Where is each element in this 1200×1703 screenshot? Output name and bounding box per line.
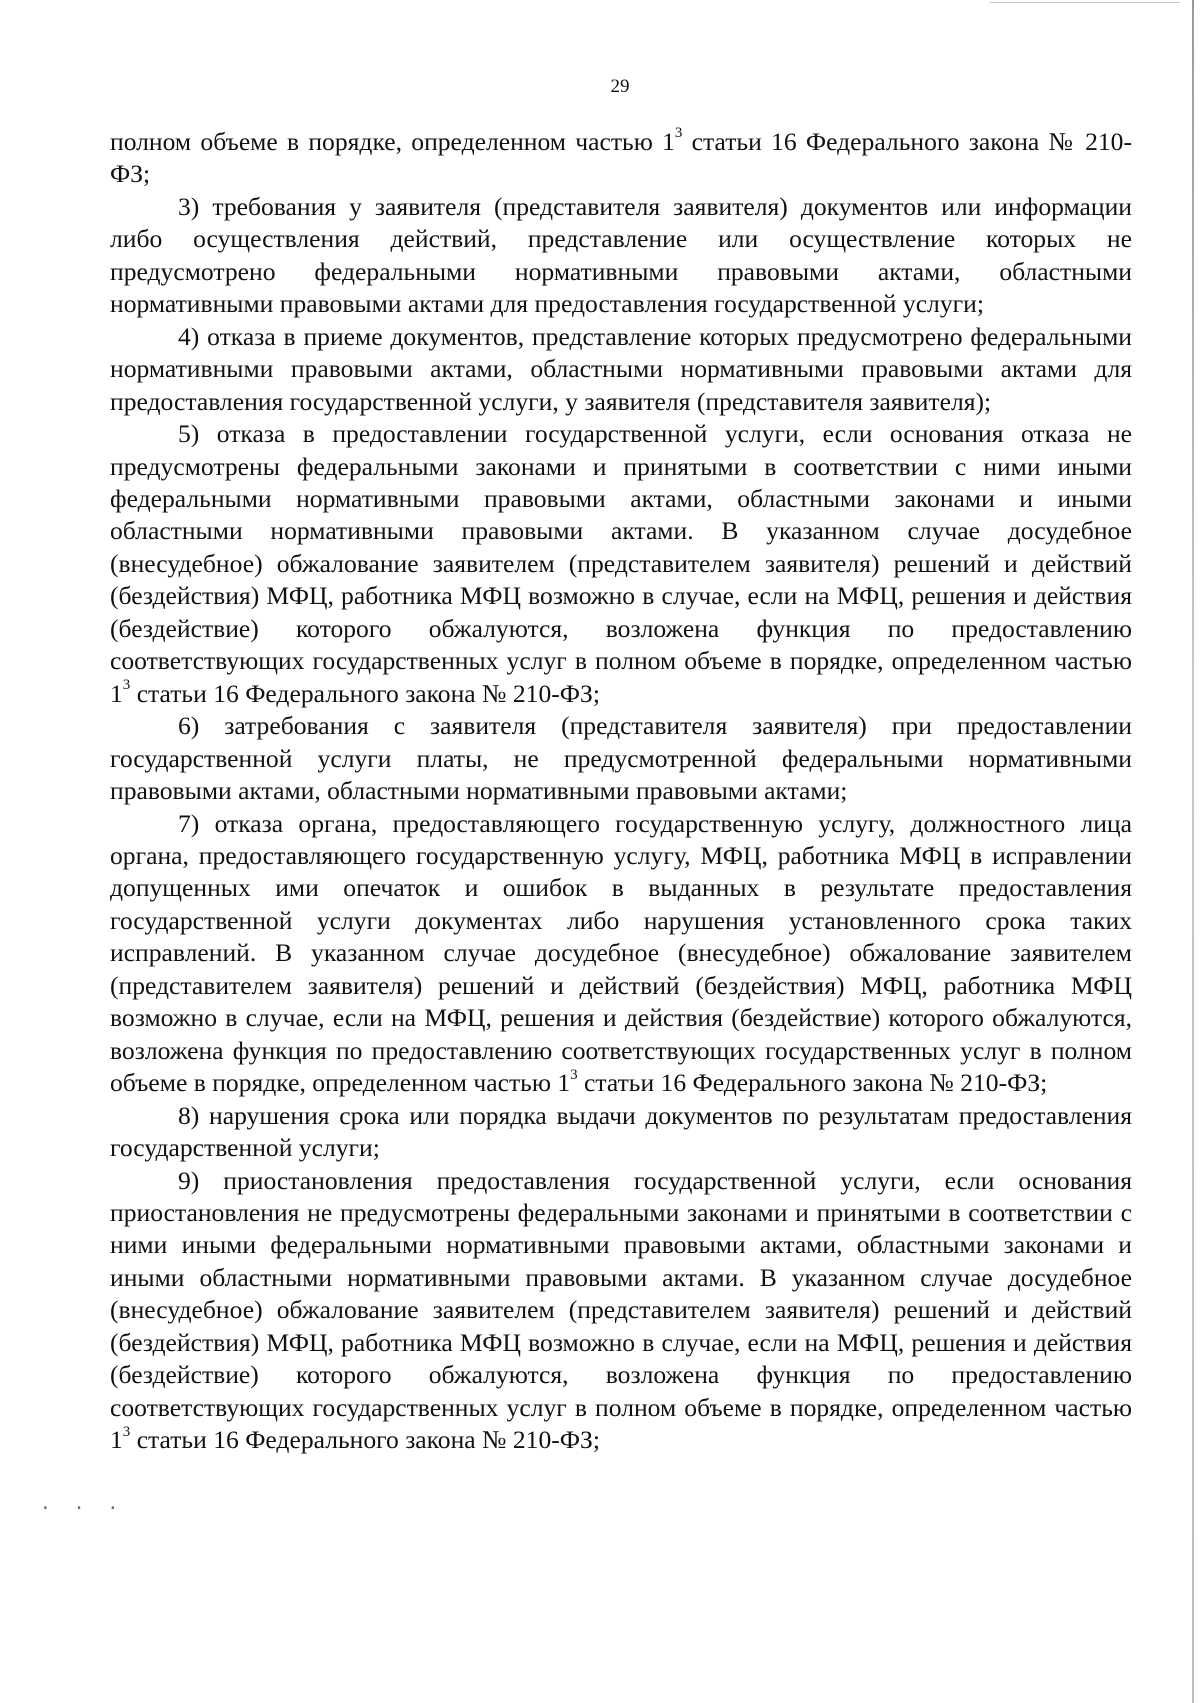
text-segment: 9) приостановления предоставления государственной услуги, если основания приостановления не предусмотрены федеральными законами и принятыми в соответствии с ними иными федеральными нормативными правовыми актами, областными законами и иными областными нормативными правовыми актами. В указанном случае досудебное (внесудебное) обжалование заявителем (представителем заявителя) решений и действий (бездействия) МФЦ, работника МФЦ возможно в случае, если на МФЦ, решения и действия (бездействие) которого обжалуются, возложена функция по предоставлению соответствующих государственных услуг в полном объеме в порядке, определенном частью 1 (110, 1165, 1132, 1455)
superscript: 3 (674, 125, 683, 142)
paragraph-item-9 (110, 1165, 1132, 1457)
text-segment: 5) отказа в предоставлении государственной услуги, если основания отказа не предусмотрены федеральными законами и принятыми в соответствии с ними иными федеральными нормативными правовыми актами, областными законами и иными областными нормативными правовыми актами. В указанном случае досудебное (внесудебное) обжалование заявителем (представителем заявителя) решений и действий (бездействия) МФЦ, работника МФЦ возможно в случае, если на МФЦ, решения и действия (бездействие) которого обжалуются, возложена функция по предоставлению соответствующих государственных услуг в полном объеме в порядке, определенном частью 1 (110, 419, 1132, 708)
text-segment: статьи 16 Федерального закона № 210-ФЗ; (130, 1425, 600, 1455)
margin-mark: · · · (40, 1498, 125, 1519)
paragraph-item-7 (110, 808, 1132, 1100)
text-segment: 3) требования у заявителя (представителя заявителя) документов или информации либо осуществления действий, представление или осуществление которых не предусмотрено федеральными нормативными правовыми актами, областными нормативными правовыми актами для предоставления государственной услуги; (110, 191, 1132, 319)
document-body (110, 126, 1132, 1457)
superscript: 3 (122, 1423, 131, 1440)
paragraph-item-6 (110, 710, 1132, 807)
text-segment: 8) нарушения срока или порядка выдачи документов по результатам предоставления государственной услуги; (110, 1100, 1132, 1163)
text-segment: 6) затребования с заявителя (представителя заявителя) при предоставлении государственной услуги платы, не предусмотренной федеральными нормативными правовыми актами, областными нормативными правовыми актами; (110, 711, 1132, 806)
page-number: 29 (610, 76, 630, 97)
paragraph-item-5 (110, 418, 1132, 710)
superscript: 3 (570, 1066, 578, 1083)
paragraph-item-3 (110, 191, 1132, 321)
text-segment: полном объеме в порядке, определенном частью 1 (110, 127, 675, 156)
text-segment: 4) отказа в приеме документов, представление которых предусмотрено федеральными нормативными правовыми актами, областными нормативными правовыми актами для предоставления государственной услуги, у заявителя (представителя заявителя); (110, 321, 1132, 416)
scan-edge-right (1192, 0, 1194, 1703)
paragraph-item-4 (110, 321, 1132, 418)
text-segment: статьи 16 Федерального закона № 210-ФЗ; (130, 678, 600, 708)
text-segment: статьи 16 Федерального закона № 210-ФЗ; (577, 1068, 1048, 1098)
text-segment: 7) отказа органа, предоставляющего государственную услугу, должностного лица органа, предоставляющего государственную услугу, МФЦ, работника МФЦ в исправлении допущенных ими опечаток и ошибок в выданных в результате предоставления государственной услуги документах либо нарушения установленного срока таких исправлений. В указанном случае досудебное (внесудебное) обжалование заявителем (представителем заявителя) решений и действий (бездействия) МФЦ, работника МФЦ возможно в случае, если на МФЦ, решения и действия (бездействие) которого обжалуются, возложена функция по предоставлению соответствующих государственных услуг в полном объеме в порядке, определенном частью 1 (110, 808, 1132, 1098)
scan-edge-top (990, 2, 1180, 3)
text-segment: статьи 16 Федерального закона № 210-ФЗ; (110, 127, 1132, 189)
paragraph-item-8 (110, 1100, 1132, 1165)
superscript: 3 (122, 677, 131, 694)
paragraph-continuation (110, 126, 1132, 191)
